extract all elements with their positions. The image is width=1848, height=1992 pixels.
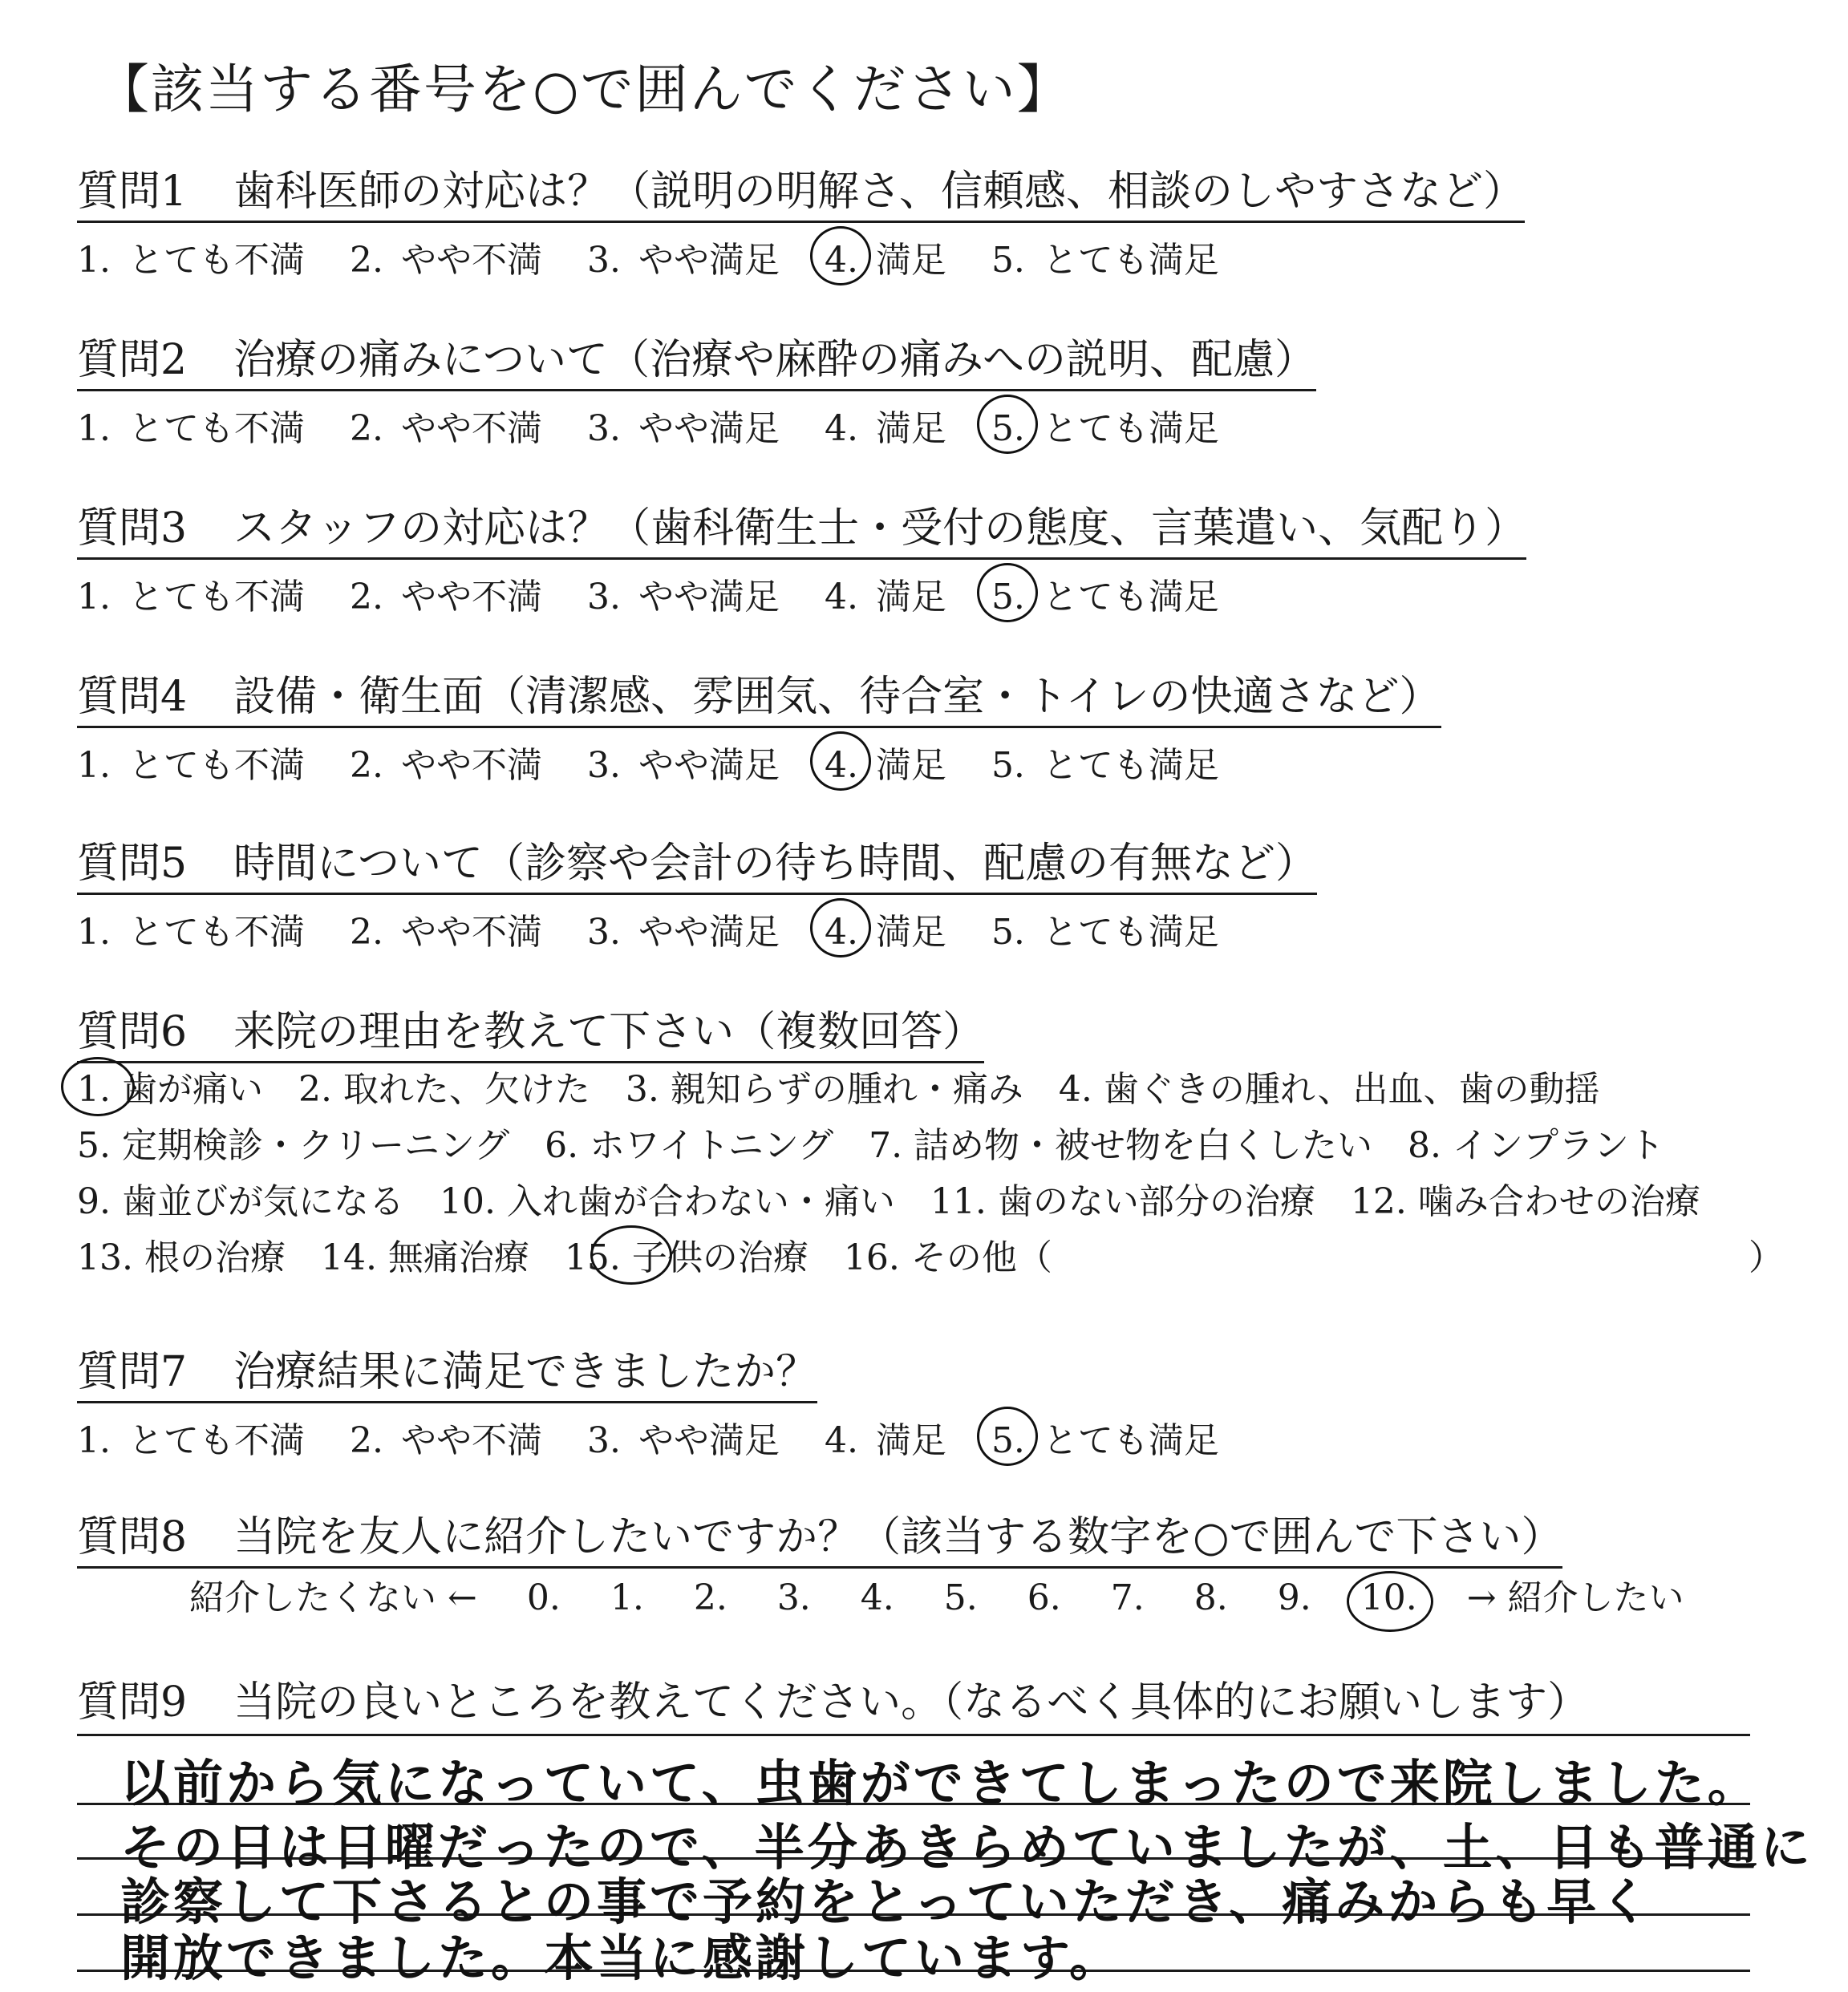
option-4[interactable]: 4. 満足 (824, 1420, 946, 1461)
option-2[interactable]: 2. やや不満 (349, 745, 542, 786)
answer-options (77, 903, 1317, 954)
option-1[interactable]: 1. とても不満 (77, 240, 305, 281)
handwritten-answer-line-3: 診察して下さるとの事で予約をとっていただき、痛みからも早く (120, 1873, 1653, 1931)
scale-3[interactable]: 3. (776, 1577, 811, 1618)
scale-6[interactable]: 6. (1027, 1577, 1061, 1618)
question-5 (77, 829, 1317, 954)
option-3[interactable]: 3. やや満足 (586, 912, 780, 953)
question-text: 当院を友人に紹介したいですか？（該当する数字を○で囲んで下さい） (233, 1513, 1563, 1561)
option-2[interactable]: 2. やや不満 (349, 240, 542, 281)
form-header: 【該当する番号を○で囲んでください】 (96, 59, 1072, 120)
selection-circle-option-15 (590, 1225, 672, 1285)
scale-9[interactable]: 9. (1277, 1577, 1311, 1618)
q6-options-row-3[interactable]: 9. 歯並びが気になる 10. 入れ歯が合わない・痛い 11. 歯のない部分の治療 12. 噛み合わせの治療 (77, 1181, 1700, 1222)
question-text: 時間について（診察や会計の待ち時間、配慮の有無など） (233, 840, 1318, 888)
answer-options (77, 1411, 1253, 1463)
option-4-selected[interactable]: 4. 満足 (824, 745, 946, 786)
question-text: 設備・衛生面（清潔感、雰囲気、待合室・トイレの快適さなど） (233, 673, 1441, 721)
option-1[interactable]: 1. とても不満 (77, 912, 305, 953)
option-2[interactable]: 2. やや不満 (349, 912, 542, 953)
question-label: 質問2 (77, 336, 188, 384)
option-5[interactable]: 5. とても満足 (991, 240, 1219, 281)
option-5-selected[interactable]: 5. とても満足 (991, 577, 1219, 617)
question-title (77, 1503, 1562, 1569)
option-1[interactable]: 1. とても不満 (77, 577, 305, 617)
answer-options (77, 399, 1316, 451)
scale-10-selected[interactable]: 10. (1360, 1577, 1417, 1618)
question-label: 質問4 (77, 673, 188, 721)
ruled-line (77, 1734, 1750, 1736)
option-1[interactable]: 1. とても不満 (77, 1420, 305, 1461)
scale-0[interactable]: 0. (526, 1577, 561, 1618)
scale-1[interactable]: 1. (610, 1577, 644, 1618)
question-label: 質問9 (77, 1678, 188, 1727)
question-title (77, 1668, 1589, 1728)
handwritten-answer-line-4: 開放できました。本当に感謝しています。 (120, 1929, 1123, 1987)
question-2 (77, 326, 1316, 451)
option-1[interactable]: 1. とても不満 (77, 745, 305, 786)
option-2[interactable]: 2. やや不満 (349, 577, 542, 617)
handwritten-answer-line-2: その日は日曜だったので、半分あきらめていましたが、土、日も普通に (120, 1818, 1814, 1877)
scale-5[interactable]: 5. (943, 1577, 978, 1618)
scale-2[interactable]: 2. (693, 1577, 727, 1618)
q6-options-row-2[interactable]: 5. 定期検診・クリーニング 6. ホワイトニング 7. 詰め物・被せ物を白くしたい 8. インプラント (77, 1125, 1665, 1166)
scale-8[interactable]: 8. (1194, 1577, 1228, 1618)
question-title (77, 1338, 817, 1403)
question-text: 来院の理由を教えて下さい（複数回答） (233, 1008, 985, 1056)
option-3[interactable]: 3. やや満足 (586, 1420, 780, 1461)
question-6 (77, 998, 984, 1063)
question-title (77, 829, 1317, 895)
question-title (77, 326, 1316, 391)
option-2[interactable]: 2. やや不満 (349, 1420, 542, 1461)
scale-left-label: 紹介したくない ← (189, 1577, 477, 1618)
option-5[interactable]: 5. とても満足 (991, 745, 1219, 786)
question-text: 歯科医師の対応は？（説明の明解さ、信頼感、相談のしやすさなど） (233, 168, 1526, 216)
q6-other-close-paren: ） (1749, 1237, 1784, 1278)
question-1 (77, 157, 1525, 282)
question-label: 質問1 (77, 168, 188, 216)
scale-right-label: → 紹介したい (1466, 1577, 1684, 1618)
option-5[interactable]: 5. とても満足 (991, 912, 1219, 953)
question-label: 質問8 (77, 1513, 188, 1561)
answer-options (77, 736, 1441, 787)
scale-7[interactable]: 7. (1110, 1577, 1145, 1618)
question-9 (77, 1668, 1589, 1728)
scale-4[interactable]: 4. (860, 1577, 894, 1618)
option-3[interactable]: 3. やや満足 (586, 408, 780, 449)
question-label: 質問5 (77, 840, 188, 888)
option-4[interactable]: 4. 満足 (824, 408, 946, 449)
recommend-scale (189, 1569, 1723, 1620)
question-title (77, 494, 1526, 560)
question-3 (77, 494, 1526, 619)
question-text: 治療の痛みについて（治療や麻酔の痛みへの説明、配慮） (233, 336, 1317, 384)
handwritten-answer-line-1: 以前から気になっていて、虫歯ができてしまったので来院しました。 (120, 1754, 1761, 1812)
option-5-selected[interactable]: 5. とても満足 (991, 408, 1219, 449)
option-4[interactable]: 4. 満足 (824, 577, 946, 617)
question-4 (77, 662, 1441, 787)
option-1[interactable]: 1. とても不満 (77, 408, 305, 449)
option-3[interactable]: 3. やや満足 (586, 577, 780, 617)
question-text: 当院の良いところを教えてください。（なるべく具体的にお願いします） (233, 1678, 1590, 1727)
answer-options (77, 568, 1526, 619)
question-8 (77, 1503, 1562, 1569)
q6-options-row-4[interactable]: 13. 根の治療 14. 無痛治療 15. 子供の治療 16. その他（ (77, 1237, 1052, 1278)
question-label: 質問7 (77, 1348, 188, 1396)
q6-options-row-1[interactable]: 1. 歯が痛い 2. 取れた、欠けた 3. 親知らずの腫れ・痛み 4. 歯ぐきの腫れ、出血、歯の動揺 (77, 1069, 1600, 1110)
question-title (77, 157, 1525, 223)
option-5-selected[interactable]: 5. とても満足 (991, 1420, 1219, 1461)
question-7 (77, 1338, 1253, 1463)
option-4-selected[interactable]: 4. 満足 (824, 912, 946, 953)
question-text: 治療結果に満足できましたか？ (233, 1348, 818, 1396)
option-2[interactable]: 2. やや不満 (349, 408, 542, 449)
option-3[interactable]: 3. やや満足 (586, 745, 780, 786)
selection-circle-option-1 (61, 1057, 135, 1116)
question-title (77, 662, 1441, 728)
option-4-selected[interactable]: 4. 満足 (824, 240, 946, 281)
question-title (77, 998, 984, 1063)
answer-options (77, 231, 1525, 282)
question-text: スタッフの対応は？（歯科衛生士・受付の態度、言葉遣い、気配り） (233, 504, 1527, 553)
question-label: 質問6 (77, 1008, 188, 1056)
option-3[interactable]: 3. やや満足 (586, 240, 780, 281)
question-label: 質問3 (77, 504, 188, 553)
